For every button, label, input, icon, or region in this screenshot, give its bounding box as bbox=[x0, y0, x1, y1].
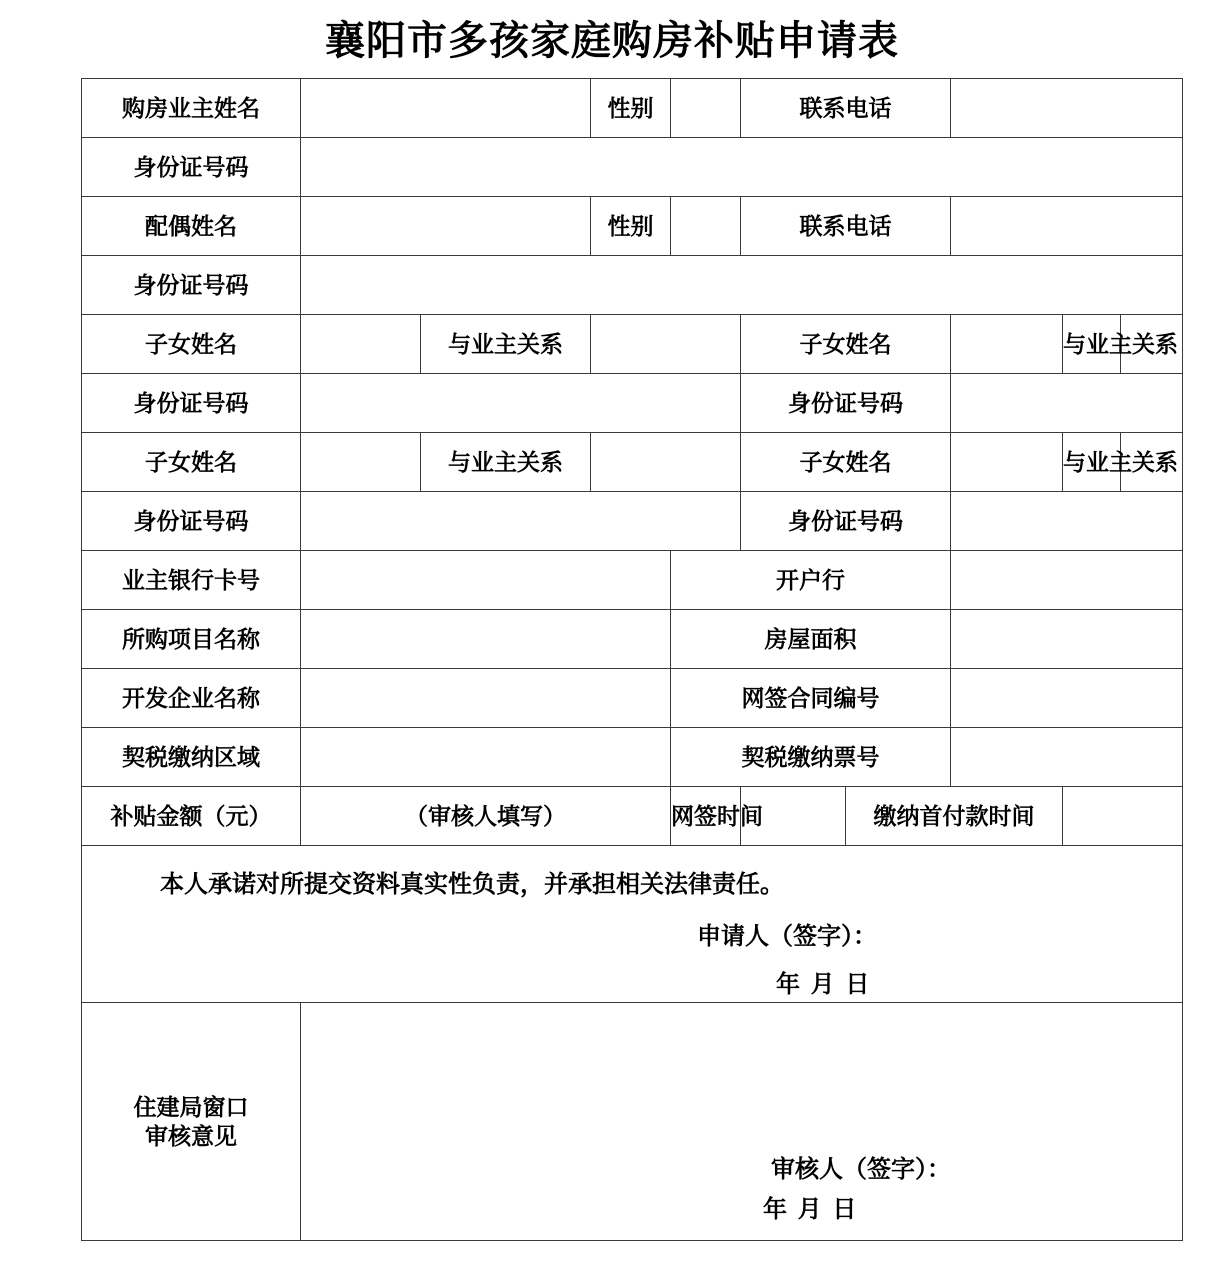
commitment-statement: 本人承诺对所提交资料真实性负责，并承担相关法律责任。 bbox=[160, 871, 784, 898]
label-project-name: 所购项目名称 bbox=[82, 610, 301, 669]
input-child3-name[interactable] bbox=[301, 433, 421, 492]
input-child1-name[interactable] bbox=[301, 315, 421, 374]
table-row-child-1-2 bbox=[82, 315, 1183, 374]
input-owner-phone[interactable] bbox=[951, 79, 1183, 138]
input-down-payment-time[interactable] bbox=[1063, 787, 1183, 846]
label-spouse-id: 身份证号码 bbox=[82, 256, 301, 315]
table-row-developer bbox=[82, 669, 1183, 728]
input-owner-id[interactable] bbox=[301, 138, 1183, 197]
page-title: 襄阳市多孩家庭购房补贴申请表 bbox=[325, 19, 899, 63]
label-child2-name: 子女姓名 bbox=[741, 315, 951, 374]
table-row-subsidy bbox=[82, 787, 1183, 846]
label-developer-name: 开发企业名称 bbox=[82, 669, 301, 728]
input-child4-id[interactable] bbox=[951, 492, 1183, 551]
label-bank-card: 业主银行卡号 bbox=[82, 551, 301, 610]
label-deed-tax-invoice: 契税缴纳票号 bbox=[671, 728, 951, 787]
label-child1-id: 身份证号码 bbox=[82, 374, 301, 433]
input-contract-number[interactable] bbox=[951, 669, 1183, 728]
table-row-project bbox=[82, 610, 1183, 669]
input-spouse-name[interactable] bbox=[301, 197, 591, 256]
input-bank-branch[interactable] bbox=[951, 551, 1183, 610]
input-owner-gender[interactable] bbox=[671, 79, 741, 138]
input-child2-id[interactable] bbox=[951, 374, 1183, 433]
input-child3-relation[interactable] bbox=[591, 433, 741, 492]
label-contract-number: 网签合同编号 bbox=[671, 669, 951, 728]
input-child1-relation[interactable] bbox=[591, 315, 741, 374]
label-online-sign-time: 网签时间 bbox=[671, 787, 741, 846]
label-child2-relation: 与业主关系 bbox=[1063, 315, 1121, 374]
label-child4-relation: 与业主关系 bbox=[1063, 433, 1121, 492]
input-spouse-phone[interactable] bbox=[951, 197, 1183, 256]
label-filled-by-reviewer: （审核人填写） bbox=[301, 787, 671, 846]
table-row-spouse bbox=[82, 197, 1183, 256]
input-child3-id[interactable] bbox=[301, 492, 741, 551]
label-child3-relation: 与业主关系 bbox=[421, 433, 591, 492]
table-row-child-3-4-id bbox=[82, 492, 1183, 551]
label-owner-name: 购房业主姓名 bbox=[82, 79, 301, 138]
input-spouse-id[interactable] bbox=[301, 256, 1183, 315]
label-house-area: 房屋面积 bbox=[671, 610, 951, 669]
table-row-child-3-4 bbox=[82, 433, 1183, 492]
table-row-spouse-id bbox=[82, 256, 1183, 315]
label-child4-name: 子女姓名 bbox=[741, 433, 951, 492]
label-review-opinion bbox=[82, 1003, 301, 1241]
label-child3-name: 子女姓名 bbox=[82, 433, 301, 492]
table-row-commitment bbox=[82, 846, 1183, 1003]
table-row-review bbox=[82, 1003, 1183, 1241]
commitment-cell bbox=[82, 846, 1183, 1003]
label-bank-branch: 开户行 bbox=[671, 551, 951, 610]
label-deed-tax-area: 契税缴纳区域 bbox=[82, 728, 301, 787]
input-spouse-gender[interactable] bbox=[671, 197, 741, 256]
label-child2-id: 身份证号码 bbox=[741, 374, 951, 433]
table-row-bank bbox=[82, 551, 1183, 610]
input-deed-tax-invoice[interactable] bbox=[951, 728, 1183, 787]
label-child3-id: 身份证号码 bbox=[82, 492, 301, 551]
table-row-owner bbox=[82, 79, 1183, 138]
label-owner-gender: 性别 bbox=[591, 79, 671, 138]
input-developer-name[interactable] bbox=[301, 669, 671, 728]
applicant-signature-label[interactable]: 申请人（签字）： bbox=[697, 923, 877, 950]
label-down-payment-time: 缴纳首付款时间 bbox=[846, 787, 1063, 846]
review-label-line-2: 审核意见 bbox=[145, 1122, 237, 1149]
label-child4-id: 身份证号码 bbox=[741, 492, 951, 551]
label-spouse-gender: 性别 bbox=[591, 197, 671, 256]
table-row-owner-id bbox=[82, 138, 1183, 197]
table-row-deed-tax bbox=[82, 728, 1183, 787]
input-child1-id[interactable] bbox=[301, 374, 741, 433]
reviewer-signature-label[interactable]: 审核人（签字）： bbox=[771, 1156, 951, 1183]
input-deed-tax-area[interactable] bbox=[301, 728, 671, 787]
label-child1-name: 子女姓名 bbox=[82, 315, 301, 374]
input-project-name[interactable] bbox=[301, 610, 671, 669]
label-spouse-name: 配偶姓名 bbox=[82, 197, 301, 256]
input-owner-name[interactable] bbox=[301, 79, 591, 138]
table-row-child-1-2-id bbox=[82, 374, 1183, 433]
review-opinion-body[interactable] bbox=[301, 1003, 1183, 1241]
label-owner-phone: 联系电话 bbox=[741, 79, 951, 138]
applicant-date-line[interactable]: 年 月 日 bbox=[776, 971, 872, 998]
input-child4-name[interactable] bbox=[951, 433, 1063, 492]
label-owner-id: 身份证号码 bbox=[82, 138, 301, 197]
input-house-area[interactable] bbox=[951, 610, 1183, 669]
input-bank-card[interactable] bbox=[301, 551, 671, 610]
label-spouse-phone: 联系电话 bbox=[741, 197, 951, 256]
label-child1-relation: 与业主关系 bbox=[421, 315, 591, 374]
label-subsidy-amount: 补贴金额（元） bbox=[82, 787, 301, 846]
subsidy-application-table bbox=[81, 78, 1183, 1241]
reviewer-date-line[interactable]: 年 月 日 bbox=[763, 1196, 859, 1223]
input-child2-name[interactable] bbox=[951, 315, 1063, 374]
review-label-line-1: 住建局窗口 bbox=[133, 1093, 249, 1120]
